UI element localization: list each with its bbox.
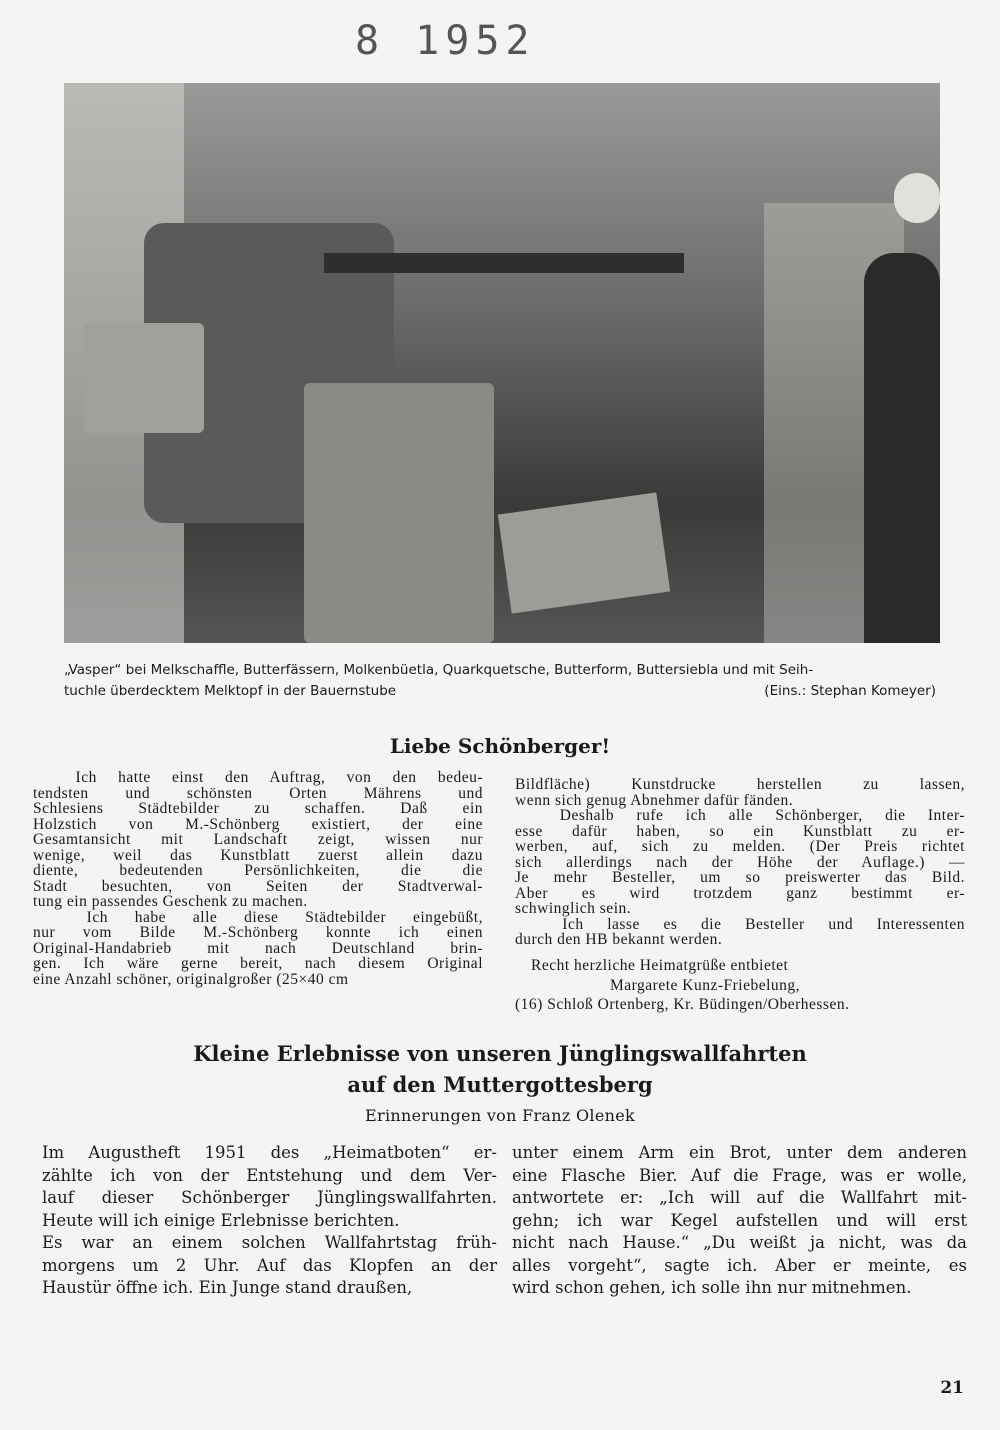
text-line: sich allerdings nach der Höhe der Auflage.) — bbox=[515, 853, 965, 871]
article2-title bbox=[0, 1038, 1000, 1100]
text-line: Es war an einem solchen Wallfahrtstag früh- bbox=[42, 1233, 497, 1252]
article2-title-line-1: Kleine Erlebnisse von unseren Jünglingswallfahrten bbox=[193, 1041, 807, 1066]
text-line: nur vom Bilde M.-Schönberg konnte ich einen bbox=[33, 924, 483, 941]
article1-right-column bbox=[515, 777, 965, 948]
text-line: gehn; ich war Kegel aufstellen und will erst bbox=[512, 1210, 967, 1230]
text-line: wenn sich genug Abnehmer dafür fänden. bbox=[515, 791, 794, 809]
archive-stamp: 8 1952 bbox=[355, 18, 536, 64]
text-line: wenige, weil das Kunstblatt zuerst allein dazu bbox=[33, 846, 483, 864]
text-line: morgens um 2 Uhr. Auf das Klopfen an der bbox=[42, 1255, 497, 1275]
text-line: Bildfläche) Kunstdrucke herstellen zu lassen, bbox=[515, 776, 965, 793]
author: Margarete Kunz-Friebelung, bbox=[610, 976, 801, 994]
text-line: Holzstich von M.-Schönberg existiert, der eine bbox=[33, 815, 483, 833]
text-line: Ich habe alle diese Städtebilder eingebüßt, bbox=[33, 908, 483, 926]
text-line: durch den HB bekannt werden. bbox=[515, 931, 723, 948]
text-line: Original-Handabrieb mit nach Deutschland brin- bbox=[33, 939, 483, 957]
article2-left-column bbox=[42, 1142, 497, 1300]
text-line: Ich hatte einst den Auftrag, von den bedeu- bbox=[33, 769, 483, 786]
text-line: Heute will ich einige Erlebnisse berichten. bbox=[42, 1210, 400, 1230]
text-line: unter einem Arm ein Brot, unter dem anderen bbox=[512, 1143, 967, 1162]
text-line: gen. Ich wäre gerne bereit, nach diesem Original bbox=[33, 955, 483, 972]
text-line: diente, bedeutenden Persönlichkeiten, die die bbox=[33, 862, 483, 879]
text-line: esse dafür haben, so ein Kunstblatt zu er- bbox=[515, 822, 965, 840]
text-line: alles vorgeht“, sagte ich. Aber er meinte, es bbox=[512, 1255, 967, 1275]
address: (16) Schloß Ortenberg, Kr. Büdingen/Oberhessen. bbox=[515, 996, 850, 1013]
article2-title-line-2: auf den Muttergottesberg bbox=[347, 1072, 653, 1097]
text-line: Stadt besuchten, von Seiten der Stadtverwal- bbox=[33, 877, 483, 895]
text-line: wird schon gehen, ich solle ihn nur mitnehmen. bbox=[512, 1278, 912, 1297]
text-line: werben, auf, sich zu melden. (Der Preis richtet bbox=[515, 838, 965, 855]
article1-left-column bbox=[33, 770, 483, 987]
text-line: eine Flasche Bier. Auf die Frage, was er wolle, bbox=[512, 1165, 967, 1185]
text-line: eine Anzahl schöner, originalgroßer (25×40 cm bbox=[33, 970, 349, 988]
text-line: Aber es wird trotzdem ganz bestimmt er- bbox=[515, 884, 965, 902]
article2-right-column bbox=[512, 1142, 967, 1300]
text-line: Je mehr Besteller, um so preiswerter das Bild. bbox=[515, 869, 965, 886]
caption-line-1: „Vasper“ bei Melkschaffle, Butterfässern, Molkenbüetla, Quarkquetsche, Butterform, Buttersiebla und mit Seih- bbox=[64, 662, 814, 678]
text-line: zählte ich von der Entstehung und dem Ver- bbox=[42, 1165, 497, 1185]
text-line: tung ein passendes Geschenk zu machen. bbox=[33, 893, 308, 910]
article1-title: Liebe Schönberger! bbox=[389, 734, 611, 758]
photo-farmhouse-parlor bbox=[64, 83, 940, 643]
page-number: 21 bbox=[940, 1378, 964, 1398]
text-line: tendsten und schönsten Orten Mährens und bbox=[33, 784, 483, 802]
text-line: Haustür öffne ich. Ein Junge stand draußen, bbox=[42, 1278, 413, 1297]
text-line: schwinglich sein. bbox=[515, 900, 632, 917]
article1-signoff bbox=[515, 958, 975, 1013]
text-line: lauf dieser Schönberger Jünglingswallfahrten. bbox=[42, 1188, 497, 1207]
text-line: antwortete er: „Ich will auf die Wallfahrt mit- bbox=[512, 1188, 967, 1207]
photo-credit: (Eins.: Stephan Komeyer) bbox=[764, 683, 936, 699]
text-line: Ich lasse es die Besteller und Interessenten bbox=[515, 915, 965, 933]
article2-subtitle: Erinnerungen von Franz Olenek bbox=[365, 1106, 635, 1125]
text-line: Schlesiens Städtebilder zu schaffen. Daß ein bbox=[33, 800, 483, 817]
text-line: nicht nach Hause.“ „Du weißt ja nicht, was da bbox=[512, 1233, 967, 1252]
caption-line-2: tuchle überdecktem Melktopf in der Bauernstube bbox=[64, 683, 397, 699]
photo-caption bbox=[64, 660, 936, 702]
text-line: Gesamtansicht mit Landschaft zeigt, wissen nur bbox=[33, 831, 483, 848]
greeting: Recht herzliche Heimatgrüße entbietet bbox=[531, 957, 789, 974]
text-line: Deshalb rufe ich alle Schönberger, die Inter- bbox=[515, 807, 965, 824]
text-line: Im Augustheft 1951 des „Heimatboten“ er- bbox=[42, 1143, 497, 1162]
